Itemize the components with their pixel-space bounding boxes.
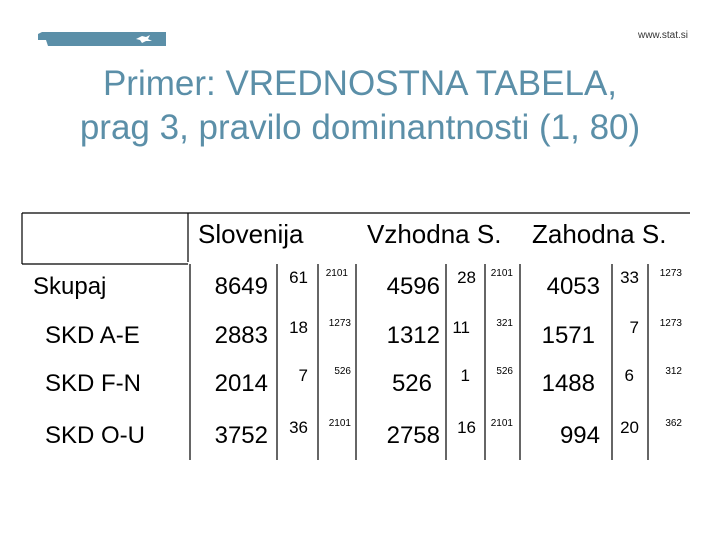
table-cell-value: 3752 (214, 422, 268, 449)
table-cell-value: 4596 (386, 273, 440, 300)
column-header-slovenija: Slovenija (198, 219, 304, 249)
table-cell-count: 28 (457, 268, 476, 287)
slide-title (0, 62, 720, 150)
slide-title-line-1: Primer: VREDNOSTNA TABELA, (102, 64, 618, 103)
table-cell-count: 20 (620, 418, 639, 437)
table-cell-code: 321 (496, 318, 513, 329)
table-cell-value: 526 (391, 370, 432, 397)
table-cell-count: 16 (457, 418, 476, 437)
table-cell-code: 2101 (490, 418, 513, 429)
row-label-skupaj: Skupaj (33, 273, 107, 300)
table-cell-count: 7 (298, 366, 308, 385)
table-cell-value: 994 (559, 422, 600, 449)
table-cell-code: 312 (665, 366, 682, 377)
table-cell-value: 2014 (214, 370, 268, 397)
table-cell-code: 1273 (659, 318, 682, 329)
statistics-office-logo (38, 24, 166, 47)
table-cell-value: 2758 (386, 422, 440, 449)
table-cell-code: 1273 (328, 318, 351, 329)
table-cell-code: 362 (665, 418, 682, 429)
table-cell-count: 18 (289, 318, 308, 337)
column-header-zahodna: Zahodna S. (532, 219, 667, 249)
table-cell-value: 1488 (541, 370, 595, 397)
column-header-vzhodna: Vzhodna S. (367, 219, 502, 249)
table-cell-code: 2101 (490, 268, 513, 279)
row-label-skd-f-n: SKD F-N (45, 370, 141, 397)
table-cell-code: 526 (496, 366, 513, 377)
table-cell-value: 4053 (546, 273, 600, 300)
table-cell-count: 11 (452, 318, 470, 337)
row-label-skd-o-u: SKD O-U (45, 422, 146, 449)
table-cell-value: 1312 (386, 322, 440, 349)
table-cell-code: 526 (334, 366, 351, 377)
table-cell-value: 2883 (214, 322, 268, 349)
table-cell-code: 2101 (328, 418, 351, 429)
table-cell-count: 61 (289, 268, 308, 287)
table-cell-count: 36 (289, 418, 308, 437)
table-cell-count: 33 (620, 268, 639, 287)
table-cell-code: 2101 (325, 268, 348, 279)
table-cell-code: 1273 (659, 268, 682, 279)
table-cell-value: 1571 (541, 322, 595, 349)
table-cell-count: 1 (460, 366, 470, 385)
slide-title-line-2: prag 3, pravilo dominantnosti (1, 80) (79, 108, 641, 147)
website-url[interactable]: www.stat.si (637, 30, 688, 41)
table-cell-count: 6 (624, 366, 634, 385)
row-label-skd-a-e: SKD A-E (45, 322, 140, 349)
table-cell-count: 7 (629, 318, 639, 337)
table-cell-value: 8649 (214, 273, 268, 300)
